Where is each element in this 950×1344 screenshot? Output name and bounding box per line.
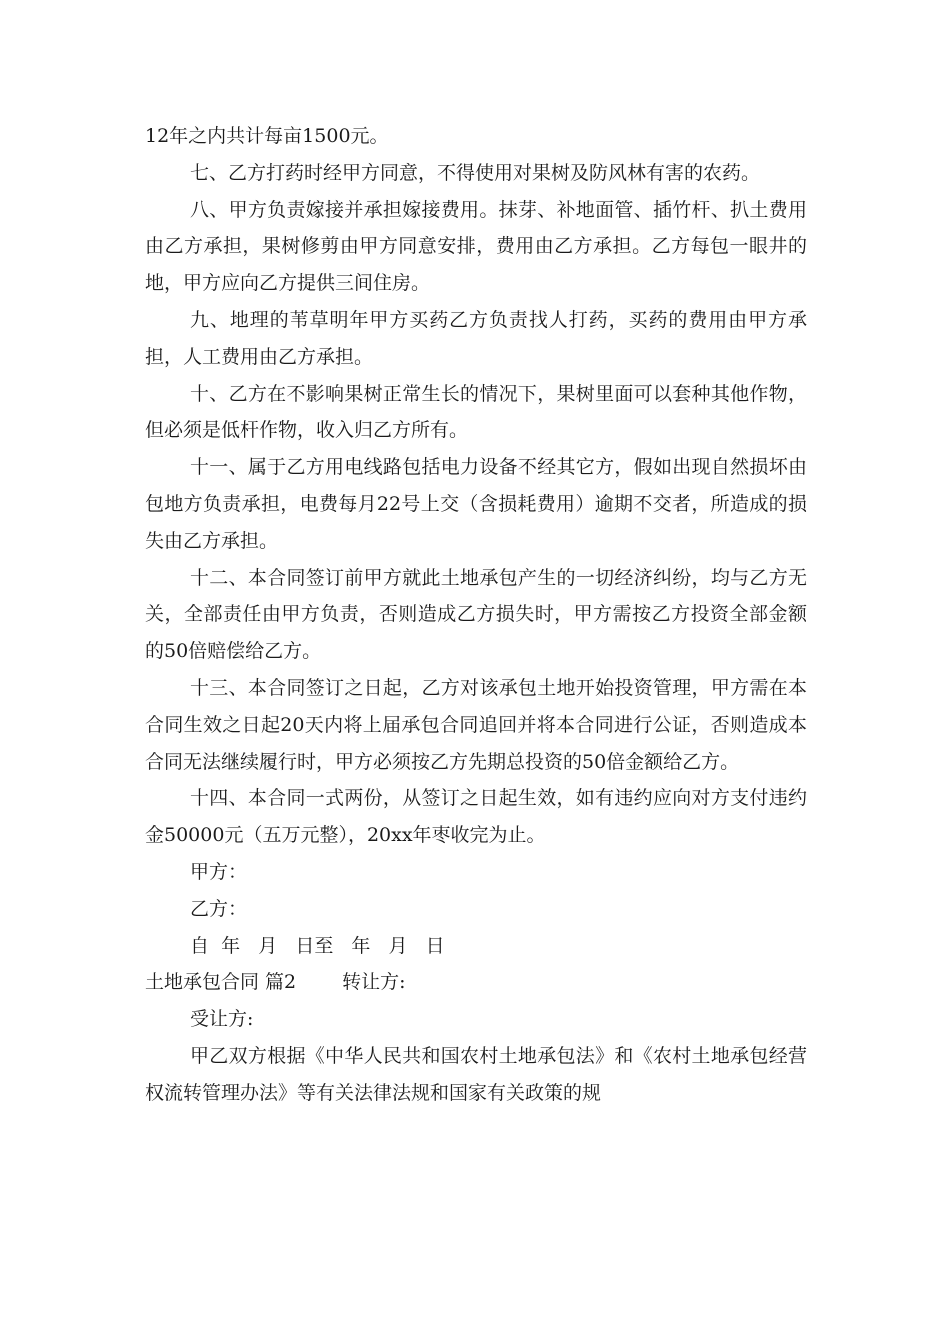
contract-paragraph: 九、地理的苇草明年甲方买药乙方负责找人打药，买药的费用由甲方承担，人工费用由乙方承担。: [145, 308, 807, 368]
transferor-label: 转让方:: [342, 971, 406, 994]
contract-body: [145, 118, 807, 854]
transferee-label: 受让方:: [190, 1008, 254, 1031]
document-page: [145, 118, 807, 1112]
contract-paragraph: 十一、属于乙方用电线路包括电力设备不经其它方，假如出现自然损坏由包地方负责承担，电费每月22号上交（含损耗费用）逾期不交者，所造成的损失由乙方承担。: [145, 456, 807, 552]
contract-paragraph: 十四、本合同一式两份，从签订之日起生效，如有违约应向对方支付违约金50000元（五万元整），20xx年枣收完为止。: [145, 787, 807, 847]
contract-paragraph: 十、乙方在不影响果树正常生长的情况下，果树里面可以套种其他作物，但必须是低杆作物，收入归乙方所有。: [145, 382, 807, 442]
contract-paragraph: 十二、本合同签订前甲方就此土地承包产生的一切经济纠纷，均与乙方无关，全部责任由甲方负责，否则造成乙方损失时，甲方需按乙方投资全部金额的50倍赔偿给乙方。: [145, 566, 807, 663]
party-a-signature: 甲方：: [190, 860, 248, 883]
contract-paragraph: 八、甲方负责嫁接并承担嫁接费用。抹芽、补地面管、插竹杆、扒土费用由乙方承担，果树修剪由甲方同意安排，费用由乙方承担。乙方每包一眼井的地，甲方应向乙方提供三间住房。: [145, 198, 807, 295]
date-range: 自 年 月 日至 年 月 日: [190, 934, 445, 957]
contract-paragraph: 七、乙方打药时经甲方同意，不得使用对果树及防风林有害的农药。: [190, 161, 761, 184]
section-heading: 土地承包合同 篇2: [145, 971, 297, 994]
closing-paragraph: 甲乙双方根据《中华人民共和国农村土地承包法》和《农村土地承包经营权流转管理办法》等有关法律法规和国家有关政策的规: [145, 1044, 807, 1104]
contract-paragraph: 十三、本合同签订之日起，乙方对该承包土地开始投资管理，甲方需在本合同生效之日起20天内将上届承包合同追回并将本合同进行公证，否则造成本合同无法继续履行时，甲方必须按乙方先期总投资的50倍金额给乙方。: [145, 676, 807, 773]
contract-paragraph: 12年之内共计每亩1500元。: [145, 125, 389, 147]
section-heading-line: [145, 964, 807, 1001]
party-b-signature: 乙方：: [190, 897, 248, 920]
